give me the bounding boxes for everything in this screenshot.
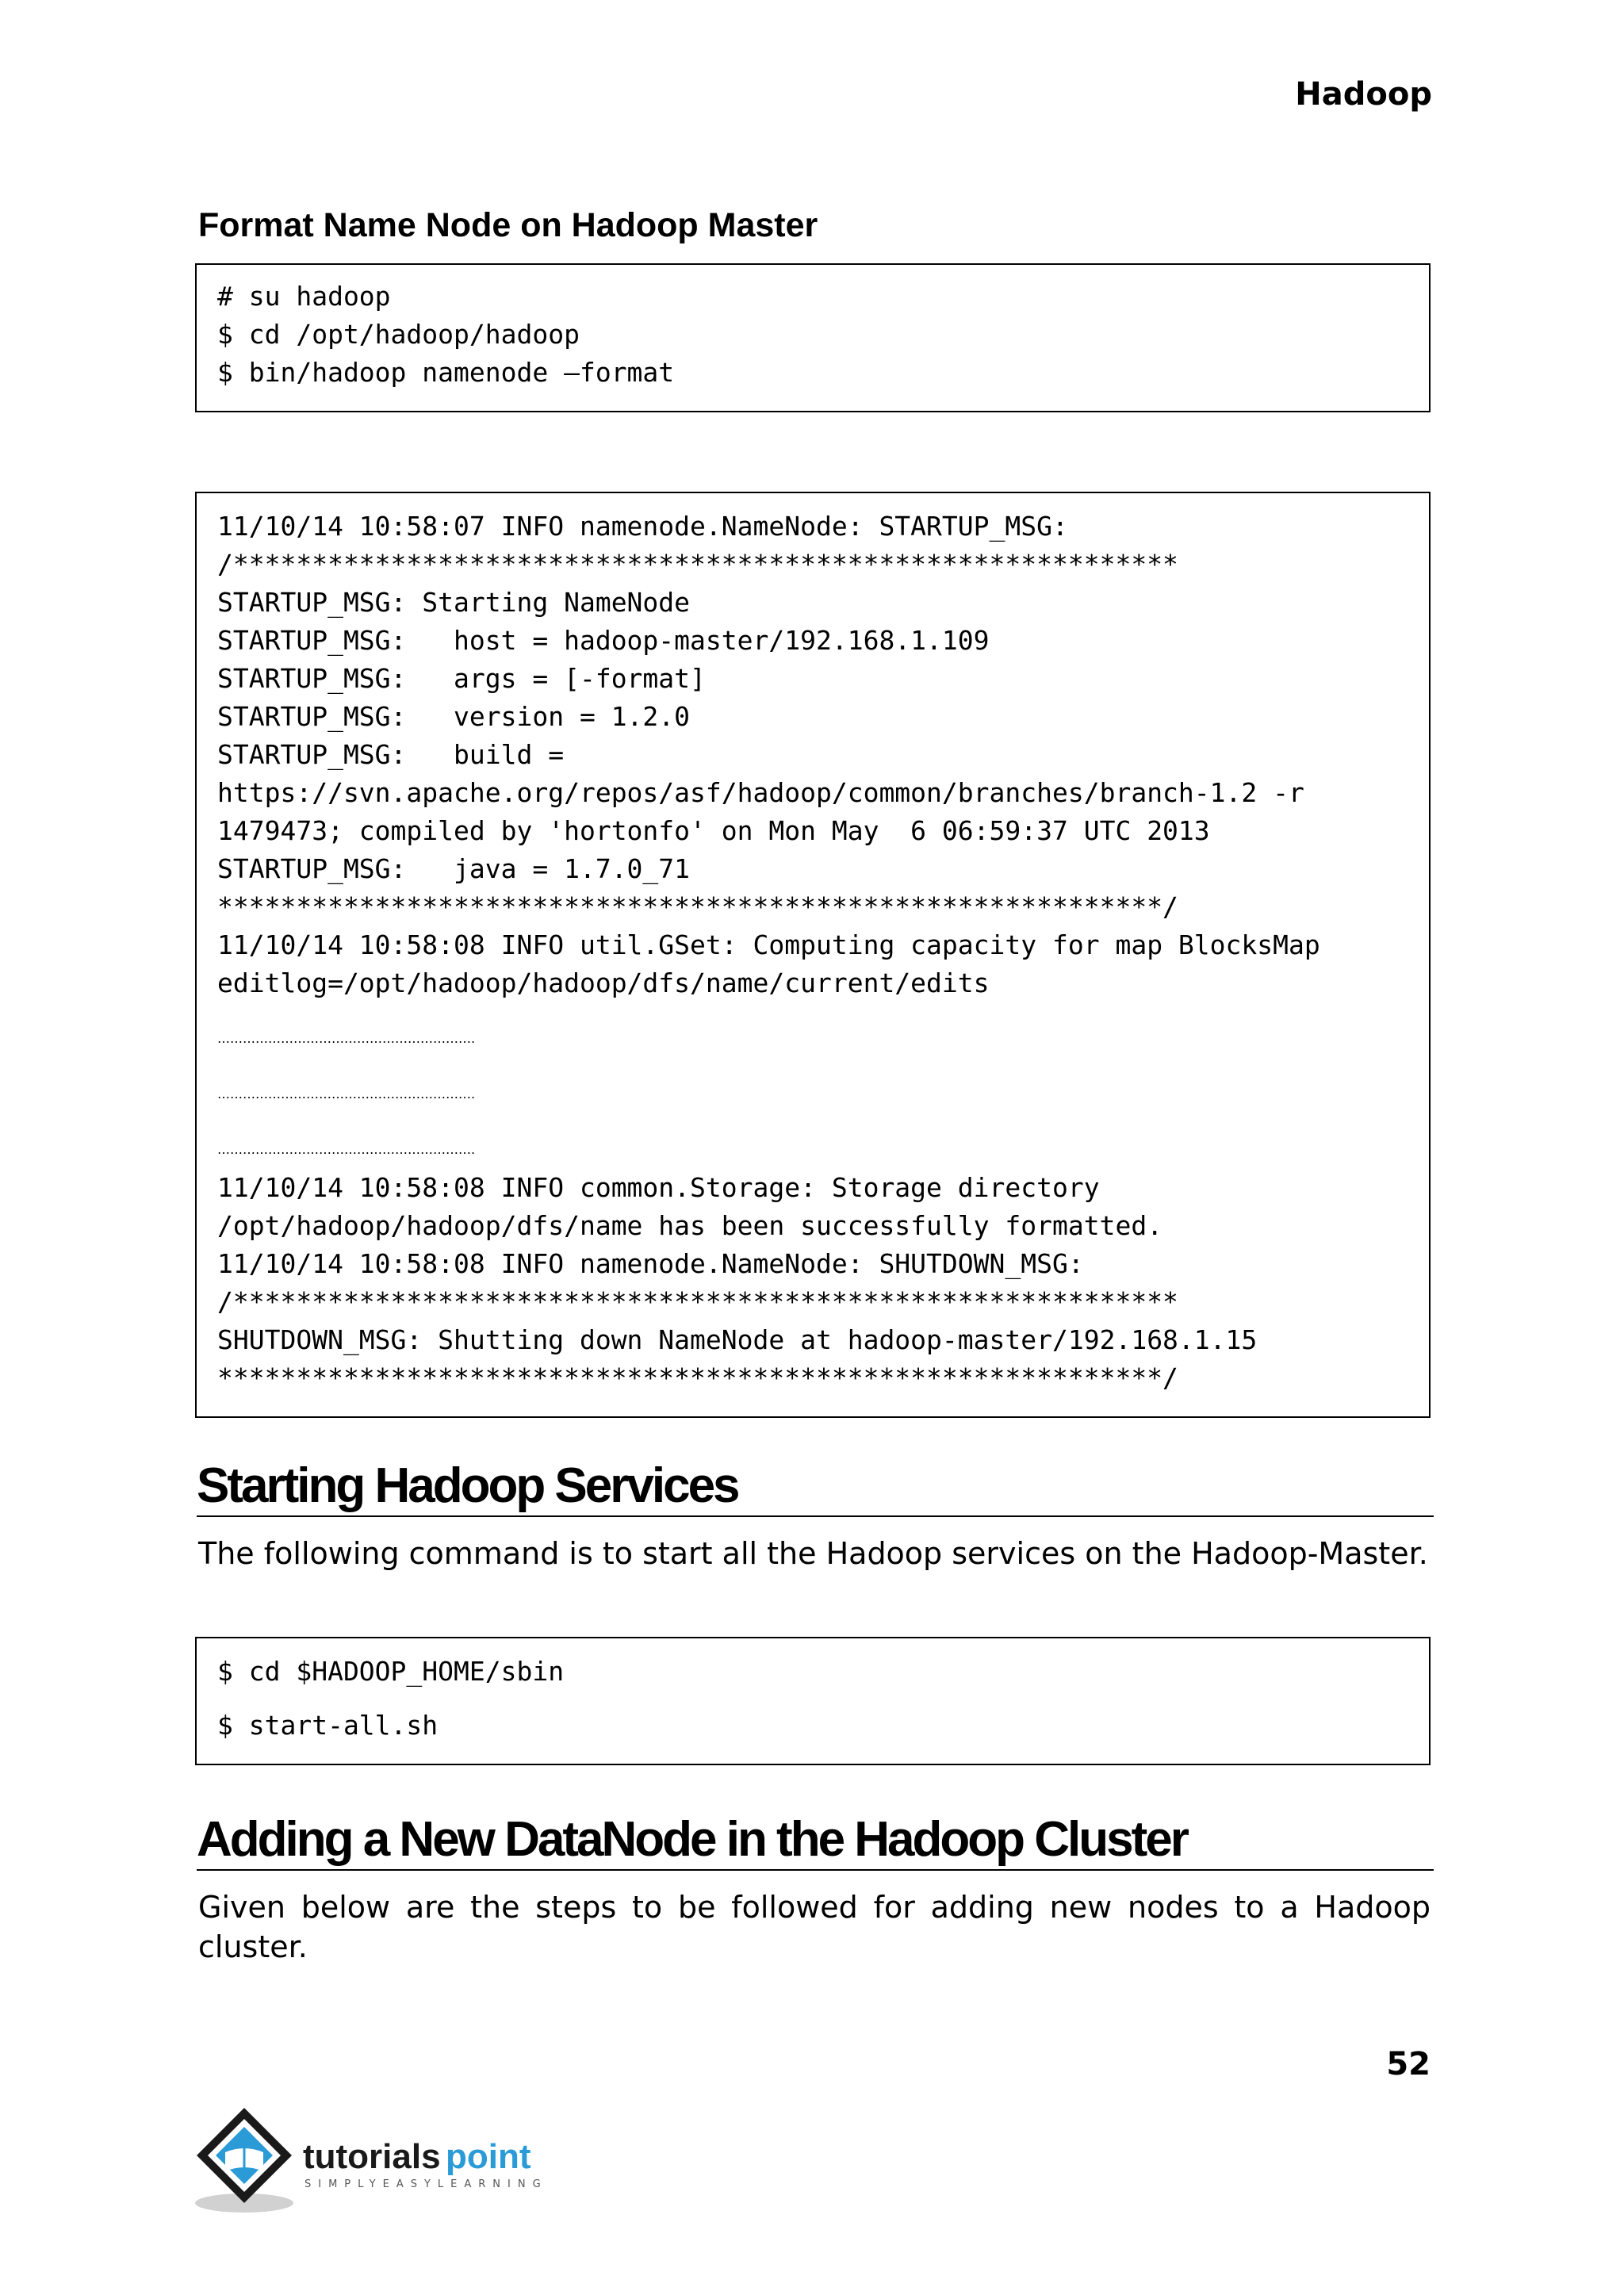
logo-word-point: point [446, 2137, 531, 2176]
tutorialspoint-logo [190, 2102, 571, 2220]
log-line: 11/10/14 10:58:07 INFO namenode.NameNode: STARTUP_MSG: [217, 511, 1068, 542]
log-line: /************************************************************ [217, 1286, 1178, 1317]
log-line: https://svn.apache.org/repos/asf/hadoop/common/branches/branch-1.2 -r [217, 777, 1304, 808]
adding-datanode-paragraph: Given below are the steps to be followed for adding new nodes to a Hadoop cluster. [198, 1890, 1431, 1964]
starting-services-heading: Starting Hadoop Services [197, 1458, 1434, 1517]
code-line: $ start-all.sh [217, 1710, 439, 1741]
log-line: 1479473; compiled by 'hortonfo' on Mon May 6 06:59:37 UTC 2013 [217, 815, 1210, 846]
code-line: $ bin/hadoop namenode –format [217, 357, 675, 388]
code-line: $ cd /opt/hadoop/hadoop [217, 319, 580, 350]
log-line: ************************************************************/ [217, 891, 1178, 922]
starting-services-paragraph: The following command is to start all the Hadoop services on the Hadoop-Master. [198, 1536, 1428, 1571]
log-line: 11/10/14 10:58:08 INFO common.Storage: Storage directory [217, 1172, 1100, 1203]
log-line: STARTUP_MSG: java = 1.7.0_71 [217, 853, 691, 884]
log-line: /opt/hadoop/hadoop/dfs/name has been successfully formatted. [217, 1210, 1163, 1241]
format-commands-box [195, 263, 1431, 412]
page-number: 52 [1386, 2046, 1431, 2082]
log-line: 11/10/14 10:58:08 INFO util.GSet: Computing capacity for map BlocksMap [217, 929, 1320, 960]
log-line: STARTUP_MSG: version = 1.2.0 [217, 701, 691, 732]
log-line: SHUTDOWN_MSG: Shutting down NameNode at hadoop-master/192.168.1.15 [217, 1324, 1258, 1355]
page-header-title: Hadoop [1295, 76, 1432, 113]
log-line: /************************************************************ [217, 549, 1178, 580]
logo-word-tutorials: tutorials [303, 2137, 441, 2176]
log-line: 11/10/14 10:58:08 INFO namenode.NameNode: SHUTDOWN_MSG: [217, 1248, 1084, 1279]
ellipsis-line: ……………………………………………………. [217, 1142, 476, 1157]
log-line: STARTUP_MSG: args = [-format] [217, 663, 706, 694]
code-line: # su hadoop [217, 281, 391, 312]
code-line: $ cd $HADOOP_HOME/sbin [217, 1656, 565, 1687]
tutorialspoint-logo-icon [190, 2102, 571, 2220]
format-namenode-heading: Format Name Node on Hadoop Master [198, 206, 818, 244]
log-line: STARTUP_MSG: build = [217, 739, 565, 770]
start-commands-box [195, 1637, 1431, 1765]
ellipsis-line: ……………………………………………………. [217, 1086, 476, 1102]
adding-datanode-heading: Adding a New DataNode in the Hadoop Cluster [197, 1811, 1434, 1871]
namenode-format-log-box [195, 492, 1431, 1418]
logo-tagline: SIMPLYEASYLEARNING [304, 2178, 548, 2190]
log-line: STARTUP_MSG: host = hadoop-master/192.168.1.109 [217, 625, 990, 656]
log-line: STARTUP_MSG: Starting NameNode [217, 587, 691, 618]
ellipsis-line: ……………………………………………………. [217, 1031, 476, 1046]
log-line: ************************************************************/ [217, 1362, 1178, 1393]
log-line: editlog=/opt/hadoop/hadoop/dfs/name/current/edits [217, 967, 990, 998]
